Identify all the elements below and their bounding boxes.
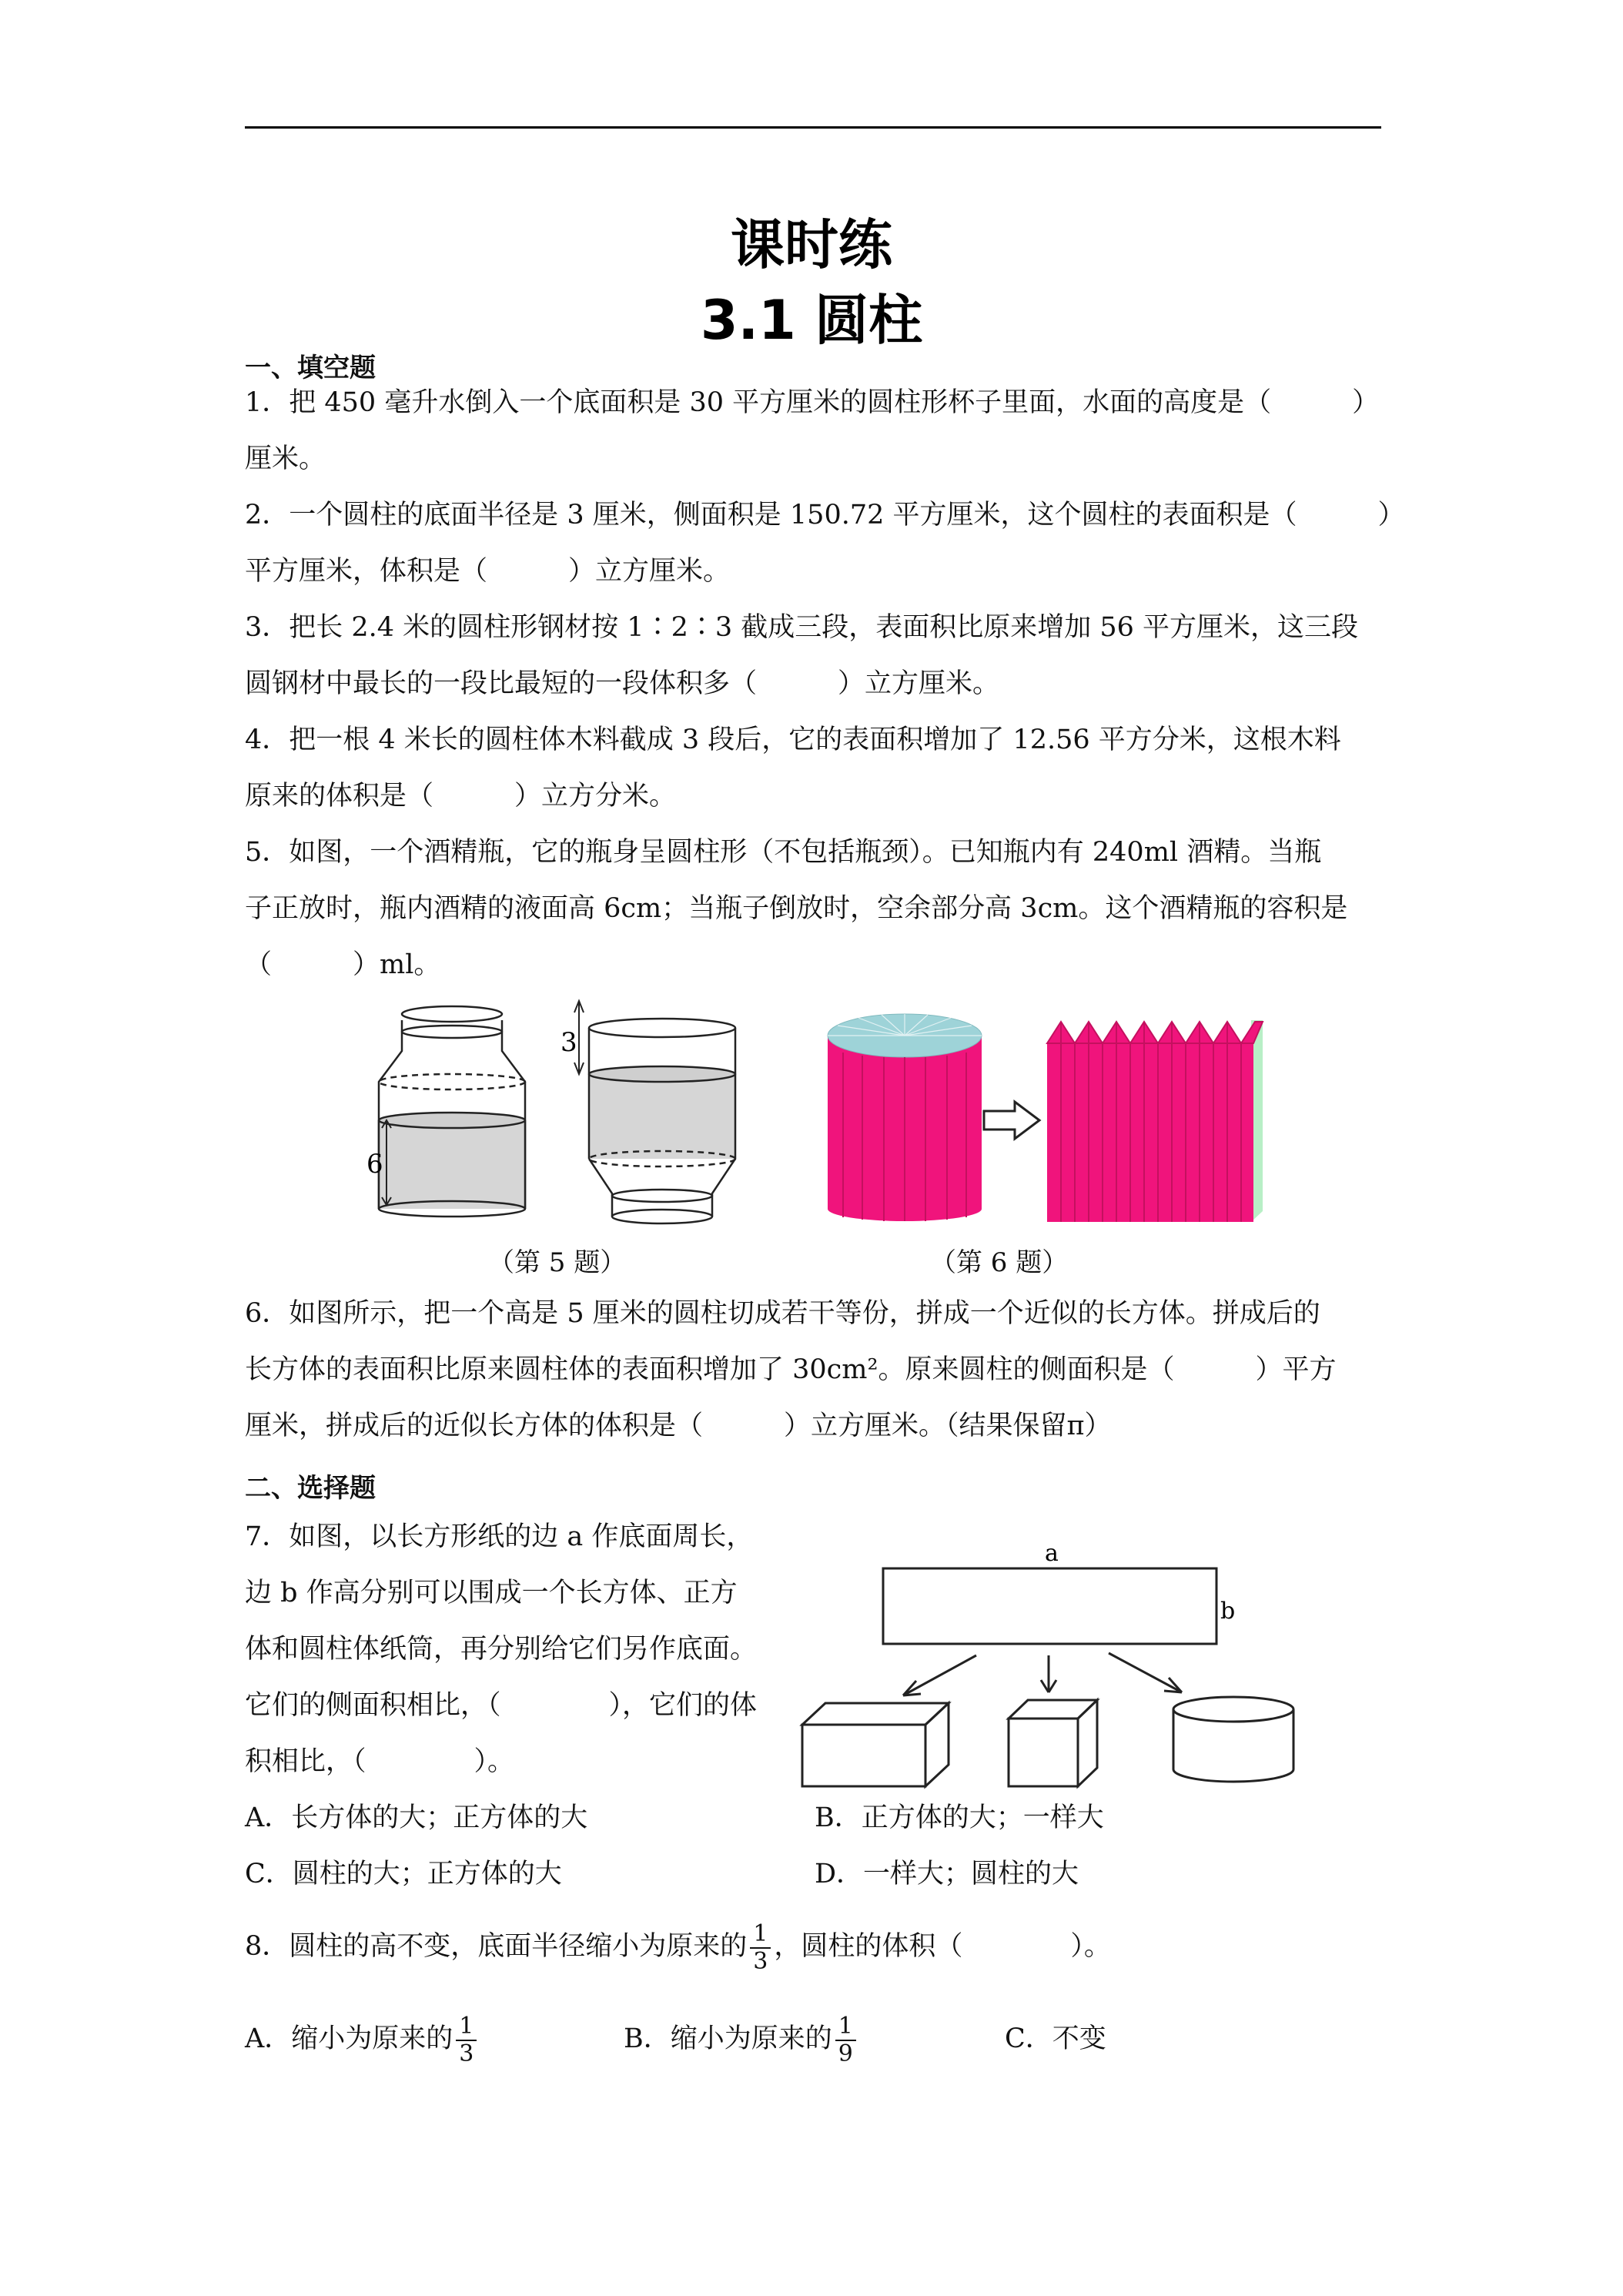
section-fill-blank: 一、填空题 <box>245 353 376 383</box>
question-1-line-2: 厘米。 <box>245 443 326 474</box>
q7-option-a[interactable]: A．长方体的大；正方体的大 <box>245 1802 588 1833</box>
right-arrow-icon <box>984 1102 1039 1139</box>
question-5-line-2: 子正放时，瓶内酒精的液面高 6cm；当瓶子倒放时，空余部分高 3cm。这个酒精瓶的容积是 <box>245 893 1348 924</box>
section-multiple-choice: 二、选择题 <box>245 1473 376 1504</box>
bottle-inverted <box>574 1001 735 1223</box>
q8-opt-a-text: A．缩小为原来的 <box>245 2023 453 2054</box>
question-7-line-2: 边 b 作高分别可以围成一个长方体、正方 <box>245 1578 738 1608</box>
question-6-line-3: 厘米，拼成后的近似长方体的体积是（ ）立方厘米。（结果保留π） <box>245 1411 1112 1441</box>
figure-5-caption: （第 5 题） <box>488 1247 627 1278</box>
sliced-cylinder <box>828 1014 982 1221</box>
question-4-line-1: 4．把一根 4 米长的圆柱体木料截成 3 段后，它的表面积增加了 12.56 平方分米，这根木料 <box>245 725 1341 755</box>
bottle-upright <box>379 1006 525 1217</box>
figure-6-cylinder-to-prism <box>816 1005 1278 1228</box>
q8-frac-den: 3 <box>753 1947 768 1975</box>
cylinder-shape <box>1173 1697 1293 1782</box>
question-6-line-1: 6．如图所示，把一个高是 5 厘米的圆柱切成若干等份，拼成一个近似的长方体。拼成后的 <box>245 1298 1320 1329</box>
approx-cuboid <box>1047 1020 1263 1222</box>
question-2-line-2: 平方厘米，体积是（ ）立方厘米。 <box>245 556 731 587</box>
arrow-right <box>1109 1653 1182 1692</box>
figure-6-caption: （第 6 题） <box>930 1247 1069 1278</box>
figure-7-paper-shapes <box>793 1532 1317 1802</box>
question-7-line-5: 积相比，（ ）。 <box>245 1746 515 1777</box>
question-7-line-3: 体和圆柱体纸筒，再分别给它们另作底面。 <box>245 1634 758 1665</box>
q8-option-b[interactable] <box>624 2011 859 2067</box>
question-4-line-2: 原来的体积是（ ）立方分米。 <box>245 781 677 812</box>
question-7-line-4: 它们的侧面积相比，（ ），它们的体 <box>245 1690 758 1721</box>
fig5-height-label-3: 3 <box>561 1027 577 1058</box>
q8-opt-b-num: 1 <box>835 2013 856 2041</box>
q8-option-c[interactable]: C．不变 <box>1005 2023 1106 2054</box>
fig7-label-a: a <box>1045 1540 1059 1567</box>
q8-frac-num: 1 <box>750 1921 771 1949</box>
figure-5-bottles <box>362 997 762 1228</box>
arrow-left <box>903 1655 976 1695</box>
question-5-line-3: （ ）ml。 <box>245 949 441 980</box>
question-5-line-1: 5．如图，一个酒精瓶，它的瓶身呈圆柱形（不包括瓶颈）。已知瓶内有 240ml 酒精。当瓶 <box>245 837 1322 868</box>
q8-opt-b-den: 9 <box>838 2040 853 2067</box>
question-8-stem <box>245 1919 1392 1975</box>
cube-shape <box>1009 1700 1097 1786</box>
q7-option-d[interactable]: D．一样大；圆柱的大 <box>815 1859 1079 1889</box>
q8-opt-a-fraction <box>456 2013 477 2067</box>
header-rule <box>245 126 1381 129</box>
q8-opt-a-num: 1 <box>456 2013 477 2041</box>
fig7-label-b: b <box>1220 1598 1236 1625</box>
page-subtitle: 3.1 圆柱 <box>700 289 923 352</box>
question-3-line-1: 3．把长 2.4 米的圆柱形钢材按 1∶2∶3 截成三段，表面积比原来增加 56 平方厘米，这三段 <box>245 612 1359 643</box>
q8-stem-pre: 8．圆柱的高不变，底面半径缩小为原来的 <box>245 1931 748 1962</box>
question-7-line-1: 7．如图，以长方形纸的边 a 作底面周长， <box>245 1521 754 1552</box>
arrow-middle <box>1041 1655 1056 1692</box>
q8-option-a[interactable] <box>245 2011 480 2067</box>
fig5-height-label-6: 6 <box>366 1149 383 1180</box>
q8-opt-a-den: 3 <box>459 2040 474 2067</box>
page-title: 课时练 <box>731 213 892 276</box>
cuboid-shape <box>802 1703 949 1786</box>
q8-opt-b-text: B．缩小为原来的 <box>624 2023 832 2054</box>
q8-fraction <box>750 1921 771 1975</box>
q7-option-c[interactable]: C．圆柱的大；正方体的大 <box>245 1859 562 1889</box>
paper-rectangle <box>883 1568 1216 1644</box>
question-1-line-1: 1．把 450 毫升水倒入一个底面积是 30 平方厘米的圆柱形杯子里面，水面的高度是（ ） <box>245 387 1380 418</box>
question-2-line-1: 2．一个圆柱的底面半径是 3 厘米，侧面积是 150.72 平方厘米，这个圆柱的表面积是（ ） <box>245 500 1405 530</box>
question-6-line-2: 长方体的表面积比原来圆柱体的表面积增加了 30cm²。原来圆柱的侧面积是（ ）平方 <box>245 1354 1337 1385</box>
q7-option-b[interactable]: B．正方体的大；一样大 <box>815 1802 1104 1833</box>
q8-opt-b-fraction <box>835 2013 856 2067</box>
q8-stem-post: ，圆柱的体积（ ）。 <box>774 1931 1111 1962</box>
question-3-line-2: 圆钢材中最长的一段比最短的一段体积多（ ）立方厘米。 <box>245 668 1000 699</box>
